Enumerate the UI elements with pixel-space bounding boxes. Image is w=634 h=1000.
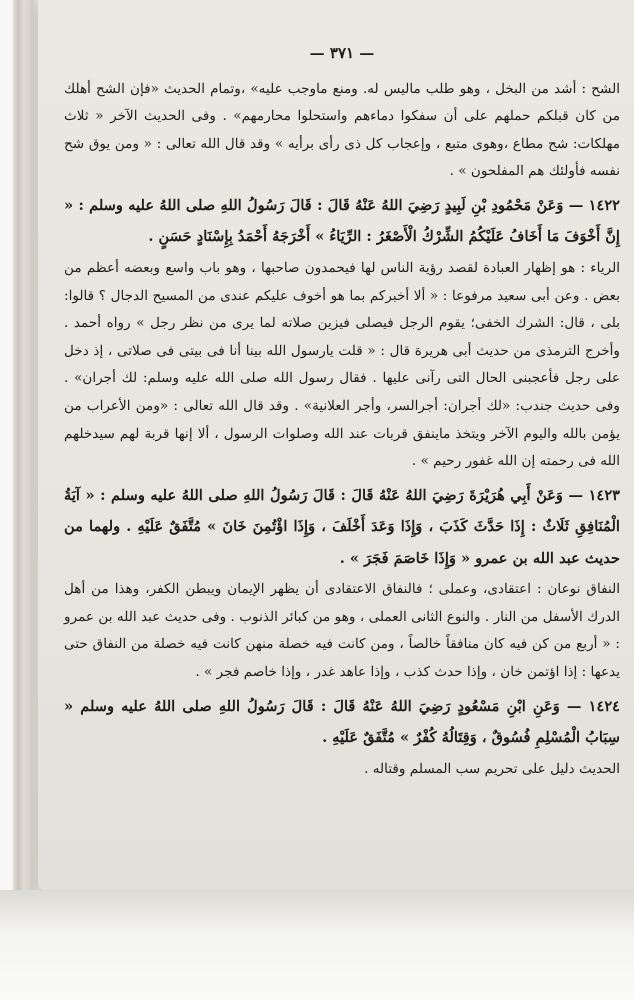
commentary-shuh: الشح : أشد من البخل ، وهو طلب ماليس له. ومنع ماوجب عليه» ،وتمام الحديث «فإن الشح أهلك من كان قبلكم حملهم على أن سفكوا دماءهم واستحلوا محارمهم» . وفى الحديث الآخر « ثلاث مهلكات: شح مطاع ،وهوى متبع ، وإعجاب كل ذى رأى برأيه » وقد قال الله تعالى : « ومن يوق شح نفسه فأولئك هم المفلحون » . bbox=[64, 80, 620, 180]
page-bottom-shadow bbox=[0, 890, 634, 1000]
hadith-1423: ١٤٢٣ — وَعَنْ أَبِي هُرَيْرَةَ رَضِيَ اللهُ عَنْهُ قَالَ : قَالَ رَسُولُ اللهِ صلى اللهُ عليه وسلم : « آيَةُ الْمُنَافِقِ ثَلَاثٌ : إِذَا حَدَّثَ كَذَبَ ، وَإِذَا وَعَدَ أَخْلَفَ ، وَإِذَا اؤْتُمِنَ خَانَ » مُتَّفَقٌ عَلَيْهِ . ولهما من حديث عبد الله بن عمرو « وَإِذَا خَاصَمَ فَجَرَ » . bbox=[64, 486, 620, 567]
hadith-1424: ١٤٢٤ — وَعَنِ ابْنِ مَسْعُودٍ رَضِيَ اللهُ عَنْهُ قَالَ : قَالَ رَسُولُ اللهِ صلى اللهُ عليه وسلم « سِبَابُ الْمُسْلِمِ فُسُوقٌ ، وَقِتَالُهُ كُفْرٌ » مُتَّفَقٌ عَلَيْهِ . bbox=[64, 697, 620, 747]
page-number: — ٣٧١ — bbox=[309, 44, 375, 62]
commentary-sibab: الحديث دليل على تحريم سب المسلم وقتاله . bbox=[364, 760, 620, 777]
hadith-1422: ١٤٢٢ — وَعَنْ مَحْمُودِ بْنِ لَبِيدٍ رَضِيَ اللهُ عَنْهُ قَالَ : قَالَ رَسُولُ اللهِ صلى اللهُ عليه وسلم : « إِنَّ أَخْوَفَ مَا أَخَافُ عَلَيْكُمُ الشِّرْكُ الْأَصْغَرُ : الرِّيَاءُ » أَخْرَجَهُ أَحْمَدُ بِإِسْنَادٍ حَسَنٍ . bbox=[64, 196, 620, 246]
book-spine bbox=[0, 0, 40, 1000]
commentary-riya: الرياء : هو إظهار العبادة لقصد رؤية الناس لها فيحمدون صاحبها ، وهو باب واسع وبعضه أعظم من بعض . وعن أبى سعيد مرفوعا : « ألا أخبركم بما هو أخوف عليكم عندى من المسيح الدجال ؟ قالوا: بلى ، قال: الشرك الخفى؛ يقوم الرجل فيصلى فيزين صلاته لما يرى من نظر رجل » رواه أحمد . وأخرج الترمذى من حديث أبى هريرة قال : « قلت يارسول الله بينا أنا فى بيتى فى صلاتى ، إذ دخل على رجل فأعجبنى الحال التى رآنى عليها . فقال رسول الله صلى الله عليه وسلم: لك أجران» . وفى حديث جندب: «لك أجران: أجرالسر، وأجر العلانية» . وقد قال الله تعالى : «ومن الأعراب من يؤمن بالله واليوم الآخر ويتخذ ماينفق قربات عند الله وصلوات الرسول ، ألا إنها قربة لهم سيدخلهم الله فى رحمته إن الله غفور رحيم » . bbox=[64, 259, 620, 470]
page-text bbox=[64, 40, 620, 783]
commentary-nifaq: النفاق نوعان : اعتقادى، وعملى ؛ فالنفاق الاعتقادى أن يظهر الإيمان ويبطن الكفر، وهذا من أهل الدرك الأسفل من النار . والنوع الثانى العملى ، وهو من كبائر الذنوب . وفى حديث عبد الله بن عمرو : « أربع من كن فيه كان منافقاً خالصاً ، ومن كانت فيه خصلة منهن كانت فيه خصلة من النفاق حتى يدعها : إذا اؤتمن خان ، وإذا حدث كذب ، وإذا عاهد غدر ، وإذا خاصم فجر » . bbox=[64, 581, 620, 680]
